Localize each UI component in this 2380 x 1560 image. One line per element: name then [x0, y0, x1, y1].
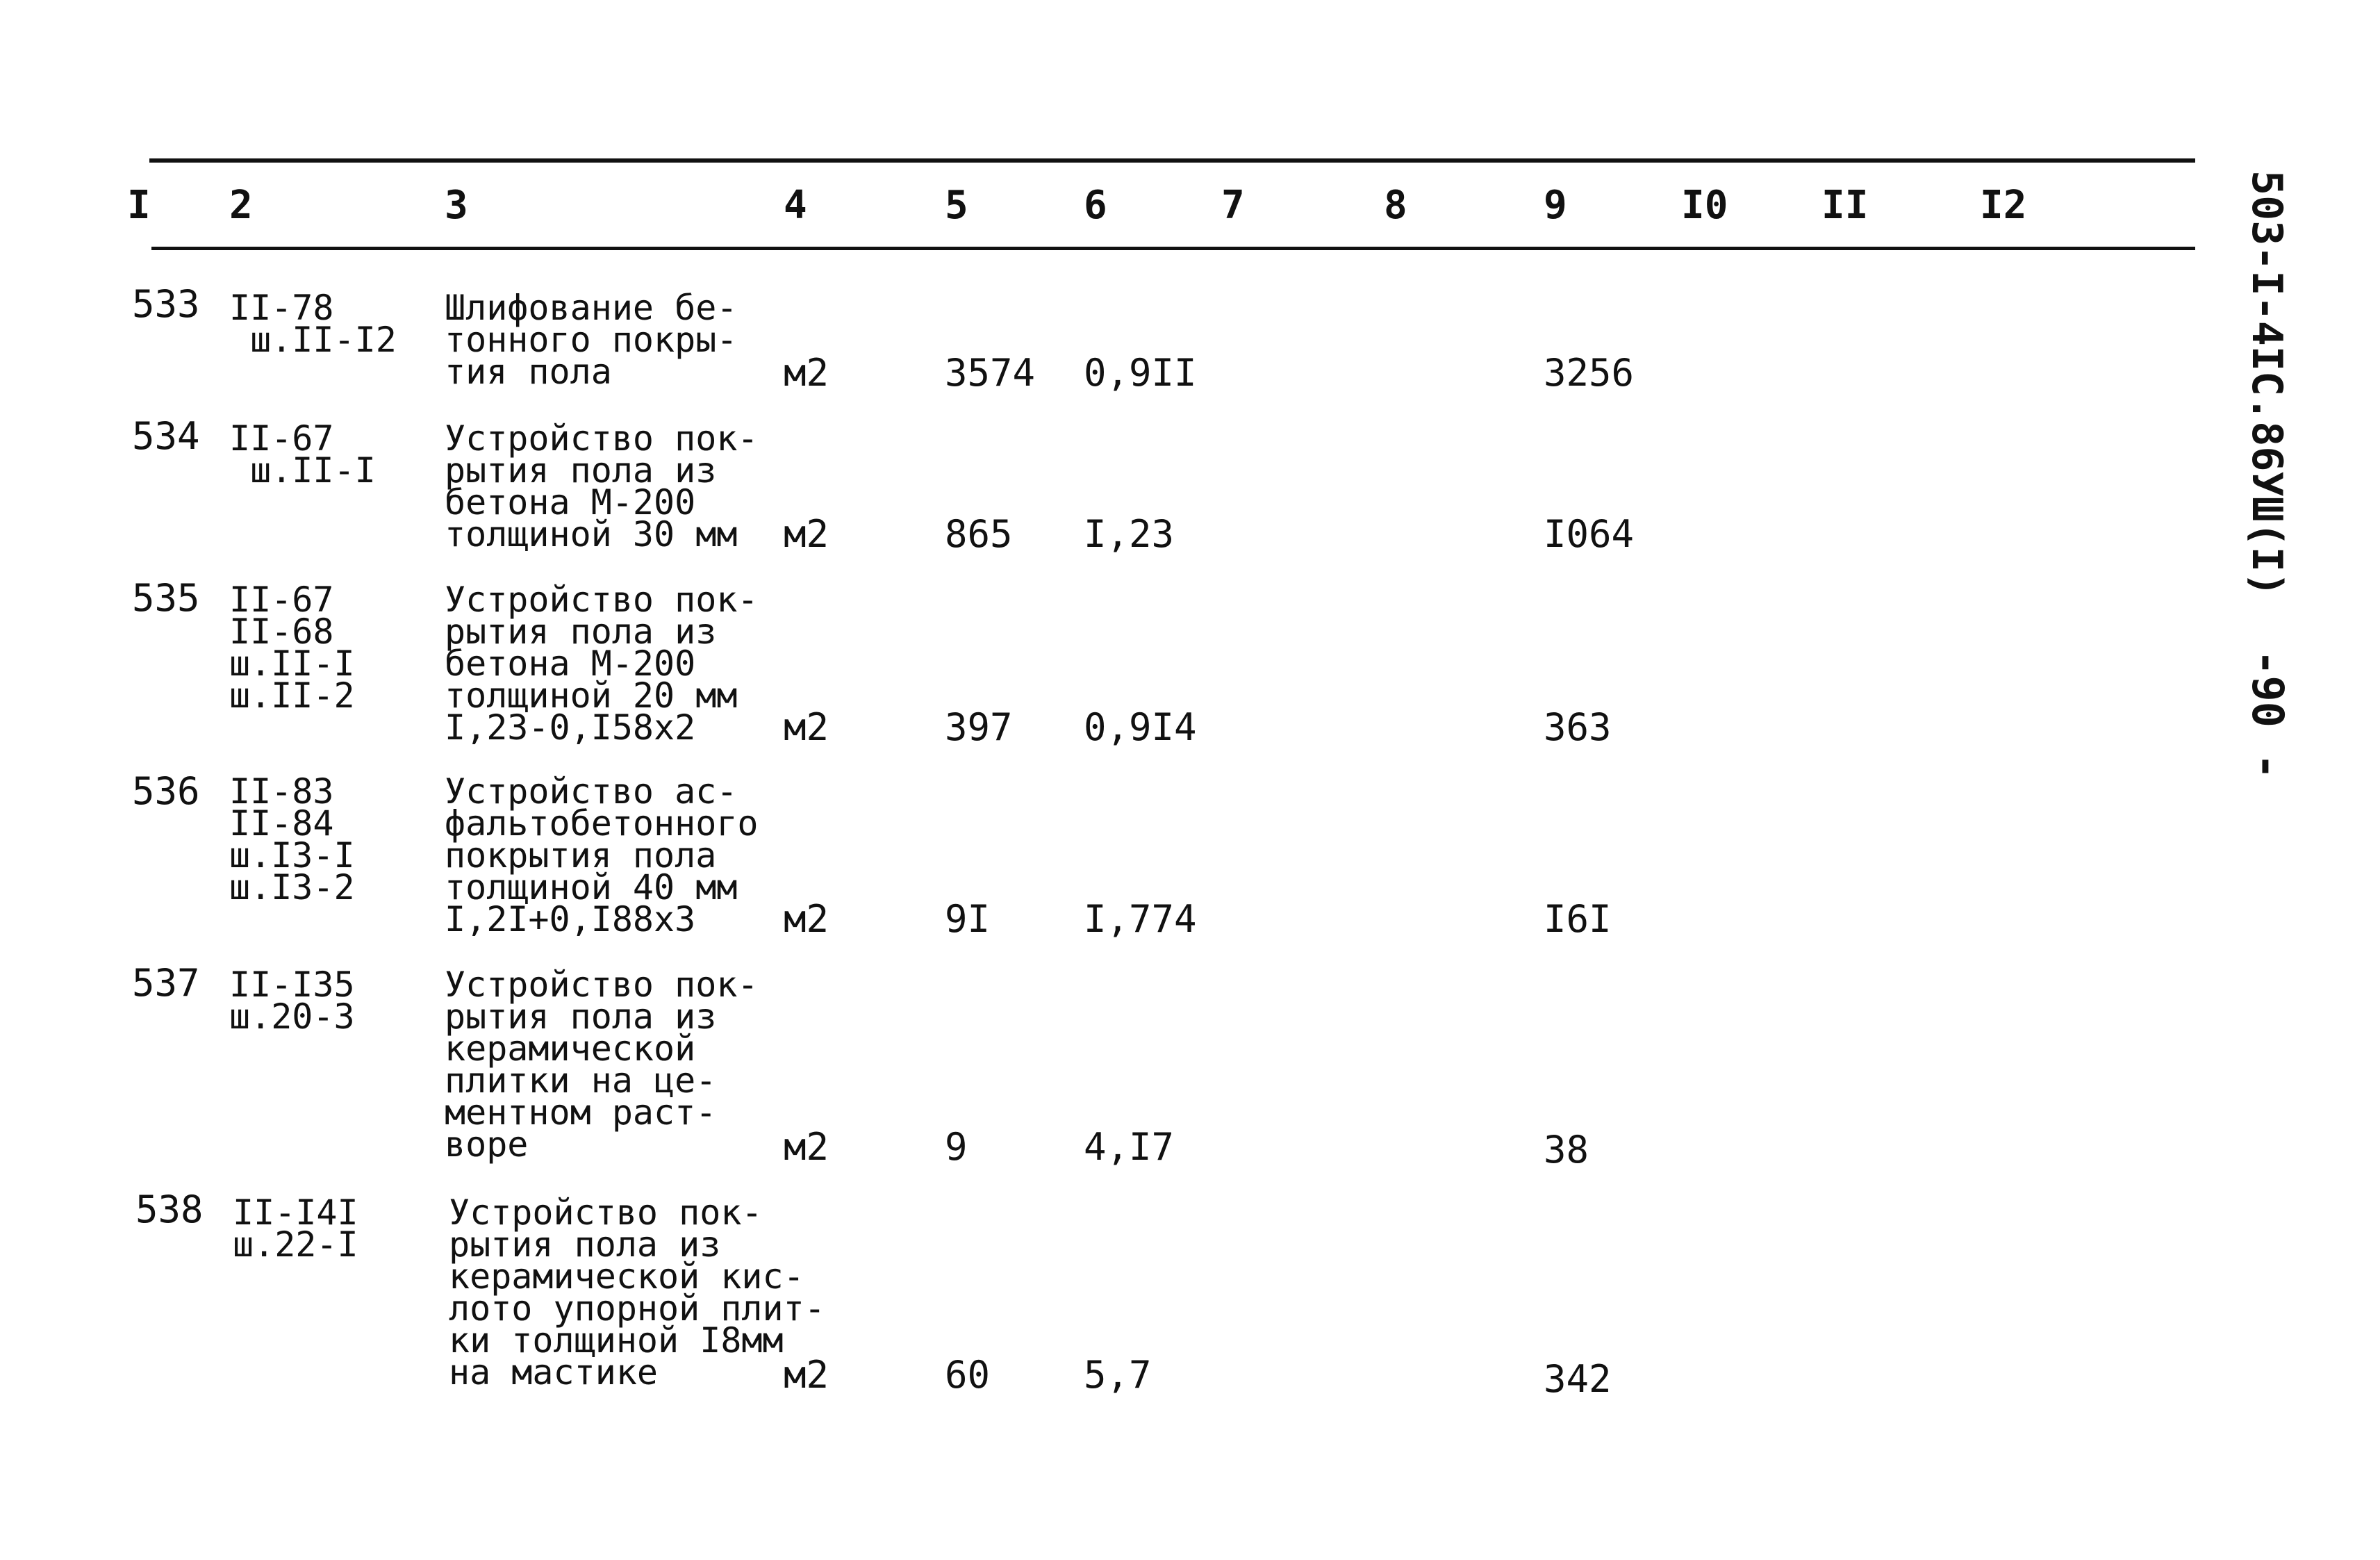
row-coefficient: 5,7 — [1084, 1353, 1152, 1397]
col-header-10: I0 — [1681, 183, 1728, 228]
row-total: 38 — [1544, 1128, 1589, 1172]
document-code: 503-I-4IC.86УШ(I) — [2242, 170, 2291, 598]
row-description: Устройство ас- фальтобетонного покрытия пола толщиной 40 мм I,2I+0,I88х3 — [445, 771, 759, 939]
col-header-9: 9 — [1544, 183, 1567, 228]
row-coefficient: 0,9II — [1084, 351, 1197, 395]
row-unit: м2 — [784, 512, 829, 556]
row-code: II-78 ш.II-I2 — [229, 288, 397, 360]
row-description: Устройство пок- рытия пола из керамической кис- лото упорной плит- ки толщиной I8мм на мастике — [449, 1192, 825, 1393]
row-quantity: 397 — [945, 705, 1013, 749]
row-total: I064 — [1544, 512, 1635, 556]
row-quantity: 9I — [945, 897, 991, 941]
row-number: 538 — [135, 1188, 204, 1231]
col-header-8: 8 — [1384, 183, 1407, 228]
col-header-2: 2 — [229, 183, 253, 228]
col-header-6: 6 — [1084, 183, 1107, 228]
row-quantity: 865 — [945, 512, 1013, 556]
row-description: Устройство пок- рытия пола из бетона М-200 толщиной 30 мм — [445, 418, 759, 555]
row-number: 537 — [132, 961, 200, 1005]
page-number: -90 - — [2242, 650, 2293, 780]
row-coefficient: 4,I7 — [1084, 1125, 1175, 1169]
row-quantity: 60 — [945, 1353, 991, 1397]
row-total: 3256 — [1544, 351, 1635, 395]
row-quantity: 9 — [945, 1125, 968, 1169]
row-total: 363 — [1544, 705, 1612, 749]
col-header-5: 5 — [945, 183, 968, 228]
row-coefficient: 0,9I4 — [1084, 705, 1197, 749]
row-unit: м2 — [784, 1353, 829, 1397]
row-number: 535 — [132, 576, 200, 620]
row-total: 342 — [1544, 1357, 1612, 1401]
row-code: II-83 II-84 ш.I3-I ш.I3-2 — [229, 771, 355, 908]
row-unit: м2 — [784, 705, 829, 749]
table-header-rule — [151, 247, 2195, 250]
row-number: 536 — [132, 769, 200, 813]
col-header-1: I — [127, 183, 151, 228]
col-header-7: 7 — [1221, 183, 1245, 228]
row-code: II-67 ш.II-I — [229, 418, 376, 491]
row-description: Устройство пок- рытия пола из бетона М-200 толщиной 20 мм I,23-0,I58х2 — [445, 580, 759, 748]
row-coefficient: I,23 — [1084, 512, 1175, 556]
col-header-4: 4 — [784, 183, 807, 228]
row-coefficient: I,774 — [1084, 897, 1197, 941]
col-header-12: I2 — [1980, 183, 2027, 228]
row-unit: м2 — [784, 351, 829, 395]
row-unit: м2 — [784, 1125, 829, 1169]
row-total: I6I — [1544, 897, 1612, 941]
row-unit: м2 — [784, 897, 829, 941]
row-description: Шлифование бе- тонного покры- тия пола — [445, 288, 738, 392]
row-code: II-67 II-68 ш.II-I ш.II-2 — [229, 580, 355, 716]
row-description: Устройство пок- рытия пола из керамической плитки на це- ментном раст- воре — [445, 964, 759, 1165]
row-quantity: 3574 — [945, 351, 1036, 395]
table-top-rule — [149, 158, 2195, 163]
col-header-11: II — [1821, 183, 1869, 228]
row-number: 533 — [132, 282, 200, 326]
col-header-3: 3 — [445, 183, 468, 228]
row-number: 534 — [132, 414, 200, 458]
row-code: II-I35 ш.20-3 — [229, 964, 355, 1037]
row-code: II-I4I ш.22-I — [233, 1192, 358, 1265]
